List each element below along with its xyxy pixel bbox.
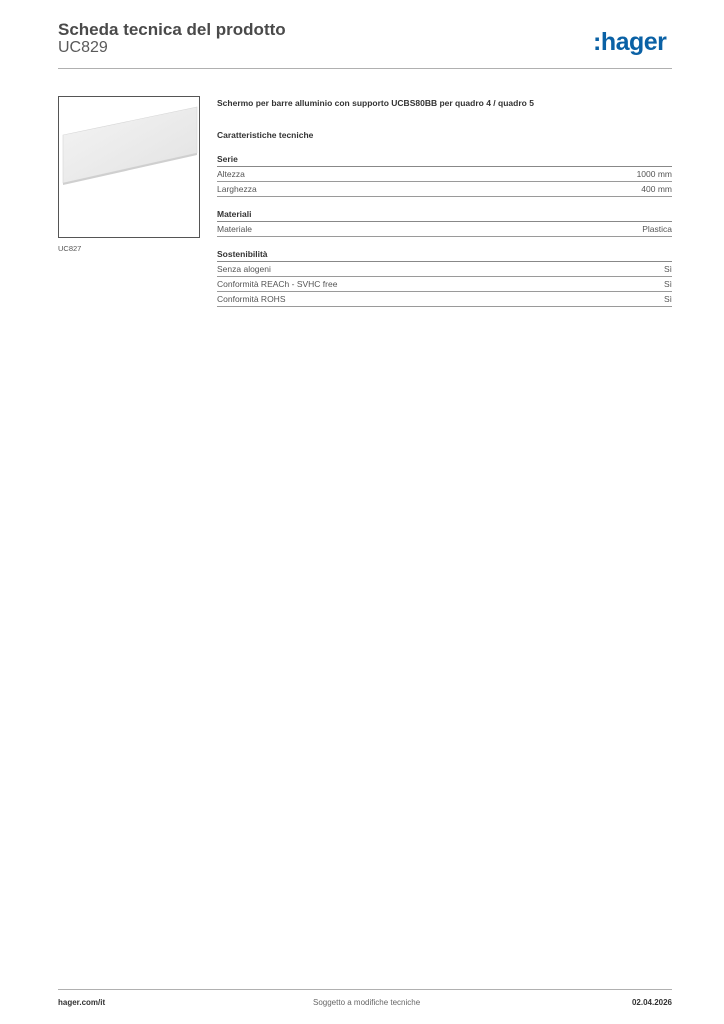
spec-row <box>217 277 672 292</box>
page-title: Scheda tecnica del prodotto <box>58 20 286 39</box>
spec-label: Materiale <box>217 224 252 234</box>
spec-row <box>217 182 672 197</box>
spec-value: Sì <box>663 279 672 289</box>
footer-website-link[interactable]: hager.com/it <box>58 998 106 1007</box>
spec-content <box>217 96 672 307</box>
spec-group-serie <box>217 152 672 197</box>
spec-label: Senza alogeni <box>217 264 271 274</box>
spec-value: Sì <box>663 294 672 304</box>
footer-note: Soggetto a modifiche tecniche <box>313 998 421 1007</box>
spec-row <box>217 222 672 237</box>
product-panel-illustration <box>59 97 199 237</box>
spec-label: Conformità ROHS <box>217 294 286 304</box>
spec-group-sostenibilita <box>217 247 672 307</box>
spec-group-title: Sostenibilità <box>217 247 672 262</box>
spec-group-title: Serie <box>217 152 672 167</box>
product-code: UC829 <box>58 39 108 56</box>
footer-date: 02.04.2026 <box>631 998 672 1007</box>
product-image <box>58 96 200 238</box>
spec-value: Plastica <box>642 224 672 234</box>
spec-value: 1000 mm <box>636 169 672 179</box>
spec-label: Larghezza <box>217 184 257 194</box>
header-divider <box>58 68 672 69</box>
spec-row <box>217 262 672 277</box>
product-description: Schermo per barre alluminio con supporto UCBS80BB per quadro 4 / quadro 5 <box>217 98 534 108</box>
spec-group-materiali <box>217 207 672 237</box>
footer-divider <box>58 989 672 990</box>
spec-value: 400 mm <box>641 184 672 194</box>
spec-group-title: Materiali <box>217 207 672 222</box>
spec-value: Sì <box>663 264 672 274</box>
spec-label: Conformità REACh - SVHC free <box>217 279 338 289</box>
specs-heading: Caratteristiche tecniche <box>217 130 314 140</box>
spec-label: Altezza <box>217 169 245 179</box>
spec-row <box>217 292 672 307</box>
image-caption: UC827 <box>58 244 82 253</box>
hager-logo[interactable]: :hager <box>593 28 667 56</box>
spec-row <box>217 167 672 182</box>
